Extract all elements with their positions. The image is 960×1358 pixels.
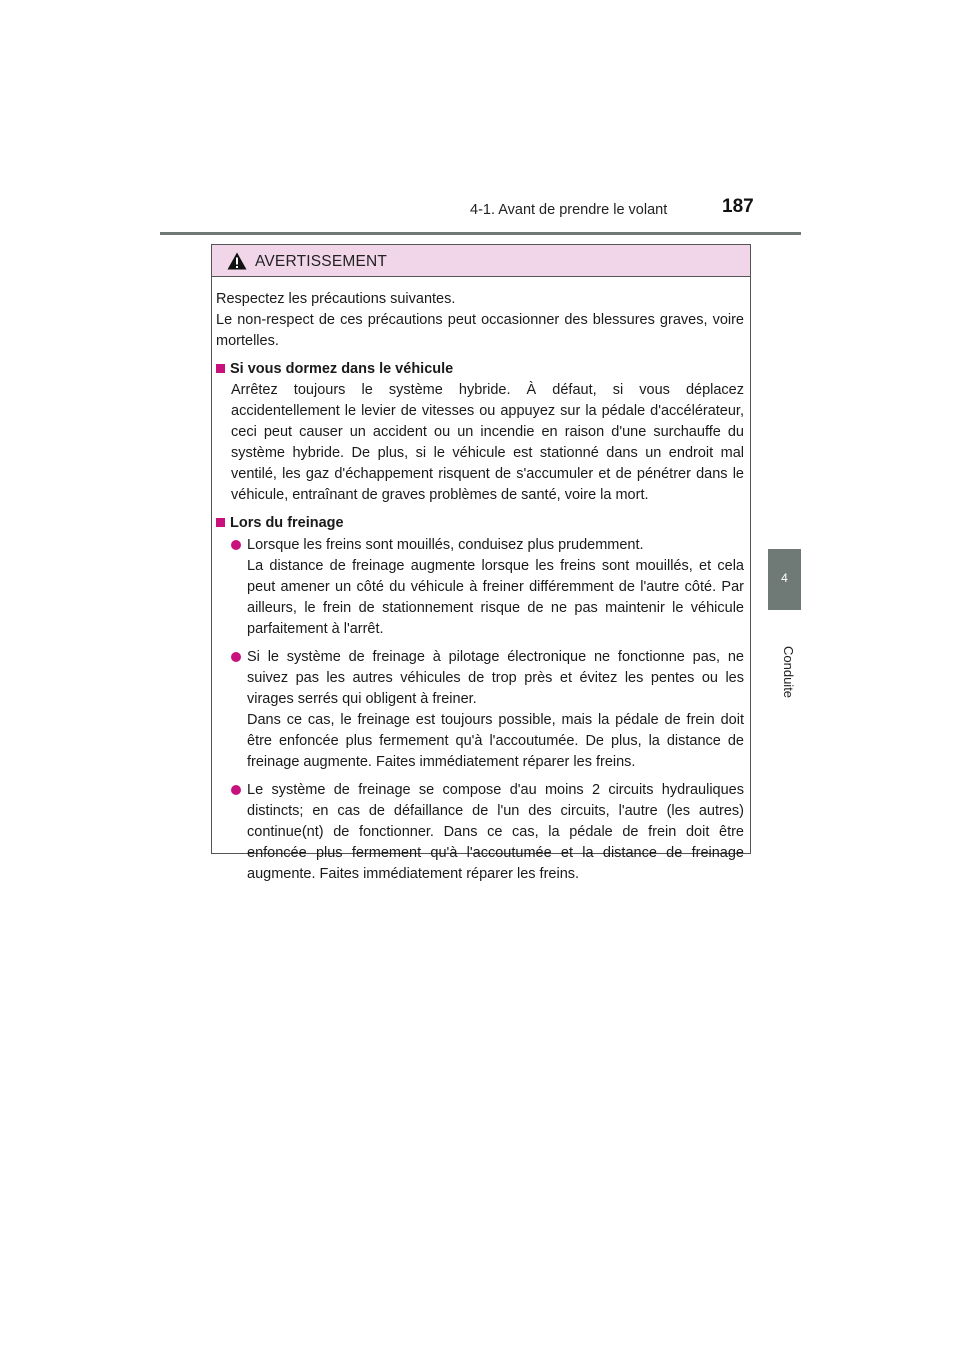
list-item [216,780,744,885]
square-bullet-icon [216,364,225,373]
list-item-line: La distance de freinage augmente lorsque les freins sont mouillés, et cela peut amener un côté du véhicule à freiner différemment de l'autre côté. Par ailleurs, le frein de stationnement risque de ne pas maintenir le véhicule parfaitement à l'arrêt. [247,558,744,637]
list-item-line: Si le système de freinage à pilotage électronique ne fonctionne pas, ne suivez pas les autres véhicules de trop près et évitez les pentes ou les virages serrés qui obligent à freiner. [247,649,744,707]
list-item [216,647,744,773]
list-item-line: Le système de freinage se compose d'au moins 2 circuits hydrauliques distincts; en cas de défaillance de l'un des circuits, l'autre (les autres) continue(nt) de fonctionner. Dans ce cas, la pédale de frein doit être enfoncée plus fermement qu'à l'accoutumée et la distance de freinage augmente. Faites immédiatement réparer les freins. [247,782,744,882]
warning-intro-line: Le non-respect de ces précautions peut occasionner des blessures graves, voire mortelles. [216,312,744,349]
warning-box [211,244,751,882]
warning-intro-line: Respectez les précautions suivantes. [216,291,456,307]
section-text-sleeping: Arrêtez toujours le système hybride. À défaut, si vous déplacez accidentellement le levier de vitesses ou appuyez sur la pédale d'accélérateur, ceci peut causer un accident ou un incendie en raison d'une surchauffe du système hybride. De plus, si le véhicule est stationné dans un endroit mal ventilé, les gaz d'échappement risquent de s'accumuler et de pénétrer dans le véhicule, entraînant de graves problèmes de santé, voire la mort. [231,382,744,503]
section-title-braking [216,513,744,534]
warning-title: AVERTISSEMENT [255,253,388,270]
page-number: 187 [722,196,754,217]
round-bullet-icon [231,540,241,550]
chapter-number: 4 [781,571,788,585]
warning-triangle-icon [227,252,247,270]
header-rule [160,232,801,235]
warning-body [216,289,744,885]
square-bullet-icon [216,518,225,527]
section-title-sleeping [216,359,744,380]
round-bullet-icon [231,652,241,662]
list-item [216,535,744,640]
warning-header [212,245,750,277]
chapter-label: Conduite [781,646,796,699]
chapter-tab [768,549,801,610]
header-section-title: 4-1. Avant de prendre le volant [470,202,668,218]
list-item-line: Lorsque les freins sont mouillés, conduisez plus prudemment. [247,537,644,553]
section-title-text: Si vous dormez dans le véhicule [230,361,454,377]
list-item-line: Dans ce cas, le freinage est toujours possible, mais la pédale de frein doit être enfoncée plus fermement qu'à l'accoutumée. De plus, la distance de freinage augmente. Faites immédiatement réparer les freins. [247,712,744,770]
round-bullet-icon [231,785,241,795]
section-title-text: Lors du freinage [230,515,344,531]
